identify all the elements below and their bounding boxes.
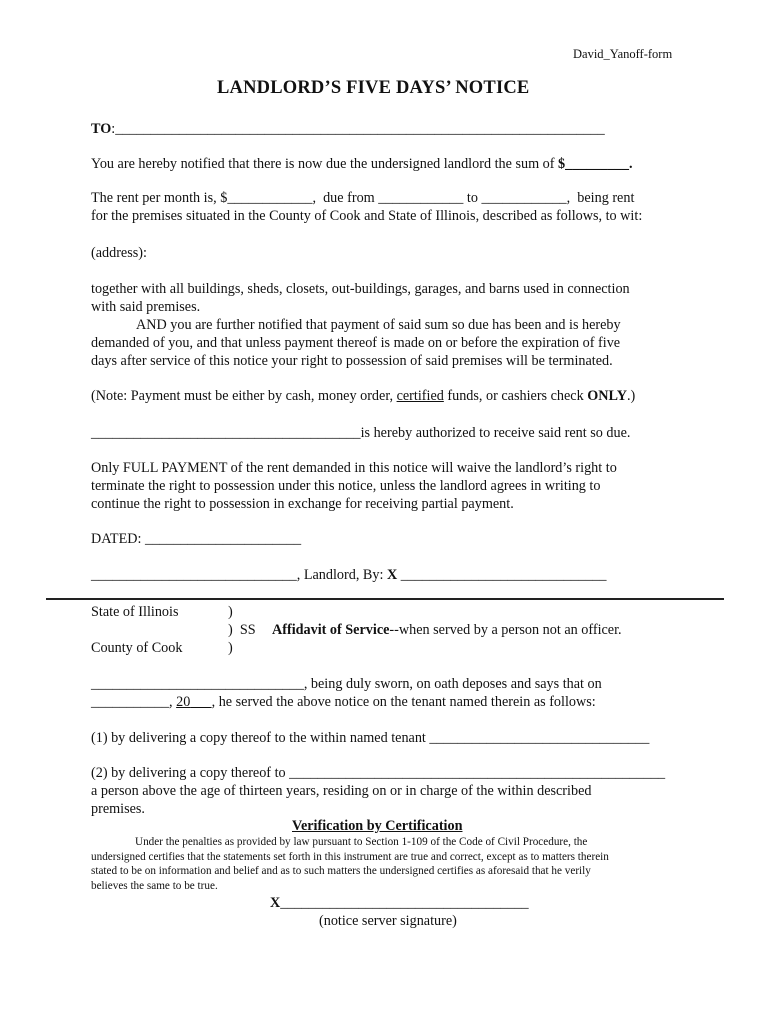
note-end: .) [626, 388, 636, 404]
state-label: State of Illinois [91, 604, 179, 620]
ss-mark: ) SS [228, 622, 256, 638]
served-rest: , he served the above notice on the tenant named therein as follows: [211, 694, 596, 710]
county-label: County of Cook [91, 640, 183, 656]
verification-title: Verification by Certification [292, 818, 463, 834]
further-line-2: demanded of you, and that unless payment thereof is made on or before the expiration of five [91, 335, 621, 351]
due-blank: $_________. [558, 156, 633, 172]
note-certified: certified [396, 388, 444, 404]
full-payment-line-3: continue the right to possession in exchange for receiving partial payment. [91, 496, 514, 512]
landlord-x-mark: X [386, 567, 398, 583]
together-line-2: with said premises. [91, 299, 201, 315]
signature-x-mark: X [270, 895, 281, 911]
verification-line-2: undersigned certifies that the statements set forth in this instrument are true and correct, except as to matters therein [91, 851, 609, 863]
year-text: 20 [176, 694, 191, 710]
date-blank: ___________, [91, 694, 177, 710]
sworn-line: ______________________________, being duly sworn, on oath deposes and says that on [91, 676, 602, 692]
signature-caption: (notice server signature) [319, 913, 457, 929]
signature-blank: ___________________________________ [280, 895, 529, 911]
further-line-3: days after service of this notice your right to possession of said premises will be terminated. [91, 353, 613, 369]
delivery-item-2: (2) by delivering a copy thereof to _____________________________________________________ [91, 765, 666, 781]
delivery-item-1: (1) by delivering a copy thereof to the within named tenant _______________________________ [91, 730, 650, 746]
section-divider [46, 598, 724, 600]
full-payment-line-2: terminate the right to possession under this notice, unless the landlord agrees in writing to [91, 478, 601, 494]
delivery-item-2-end: premises. [91, 801, 145, 817]
address-label: (address): [91, 245, 147, 261]
full-payment-line-1: Only FULL PAYMENT of the rent demanded in this notice will waive the landlord’s right to [91, 460, 617, 476]
landlord-signature-blank: _____________________________ [397, 567, 607, 583]
rent-line-1: The rent per month is, $____________, due from ____________ to ____________, being rent [91, 190, 635, 206]
authorized-line: ______________________________________is hereby authorized to receive said rent so due. [91, 425, 631, 441]
to-label: TO [91, 121, 112, 137]
server-signature-line [270, 895, 529, 912]
paren-3: ) [228, 640, 233, 656]
due-text: You are hereby notified that there is now due the undersigned landlord the sum of [91, 156, 559, 172]
affidavit-title-rest: --when served by a person not an officer. [389, 622, 622, 638]
note-only: ONLY [587, 388, 627, 404]
note-text: (Note: Payment must be either by cash, money order, [91, 388, 397, 404]
to-line [91, 121, 605, 138]
document-title: LANDLORD’S FIVE DAYS’ NOTICE [217, 78, 530, 98]
landlord-text: _____________________________, Landlord, By: [91, 567, 387, 583]
year-field [176, 694, 211, 710]
further-line-1: AND you are further notified that payment of said sum so due has been and is hereby [136, 317, 621, 333]
due-sum-line [91, 156, 633, 173]
delivery-item-2-cont: a person above the age of thirteen years, residing on or in charge of the within described [91, 783, 592, 799]
note-text-mid: funds, or cashiers check [443, 388, 588, 404]
rent-line-2: for the premises situated in the County of Cook and State of Illinois, described as follows, to wit: [91, 208, 643, 224]
served-line [91, 694, 596, 711]
paren-1: ) [228, 604, 233, 620]
affidavit-title: Affidavit of Service [272, 622, 390, 638]
landlord-line [91, 567, 606, 584]
verification-line-3: stated to be on information and belief and as to such matters the undersigned certifies as aforesaid that he verily [91, 865, 591, 877]
together-line-1: together with all buildings, sheds, closets, out-buildings, garages, and barns used in connection [91, 281, 630, 297]
affidavit-heading [272, 622, 622, 639]
payment-note [91, 388, 635, 405]
verification-line-1: Under the penalties as provided by law pursuant to Section 1-109 of the Code of Civil Procedure, the [135, 836, 588, 848]
form-id: David_Yanoff-form [573, 47, 673, 61]
verification-line-4: believes the same to be true. [91, 880, 218, 892]
to-blank: :_____________________________________________________________________ [111, 121, 605, 137]
dated-line: DATED: ______________________ [91, 531, 302, 547]
